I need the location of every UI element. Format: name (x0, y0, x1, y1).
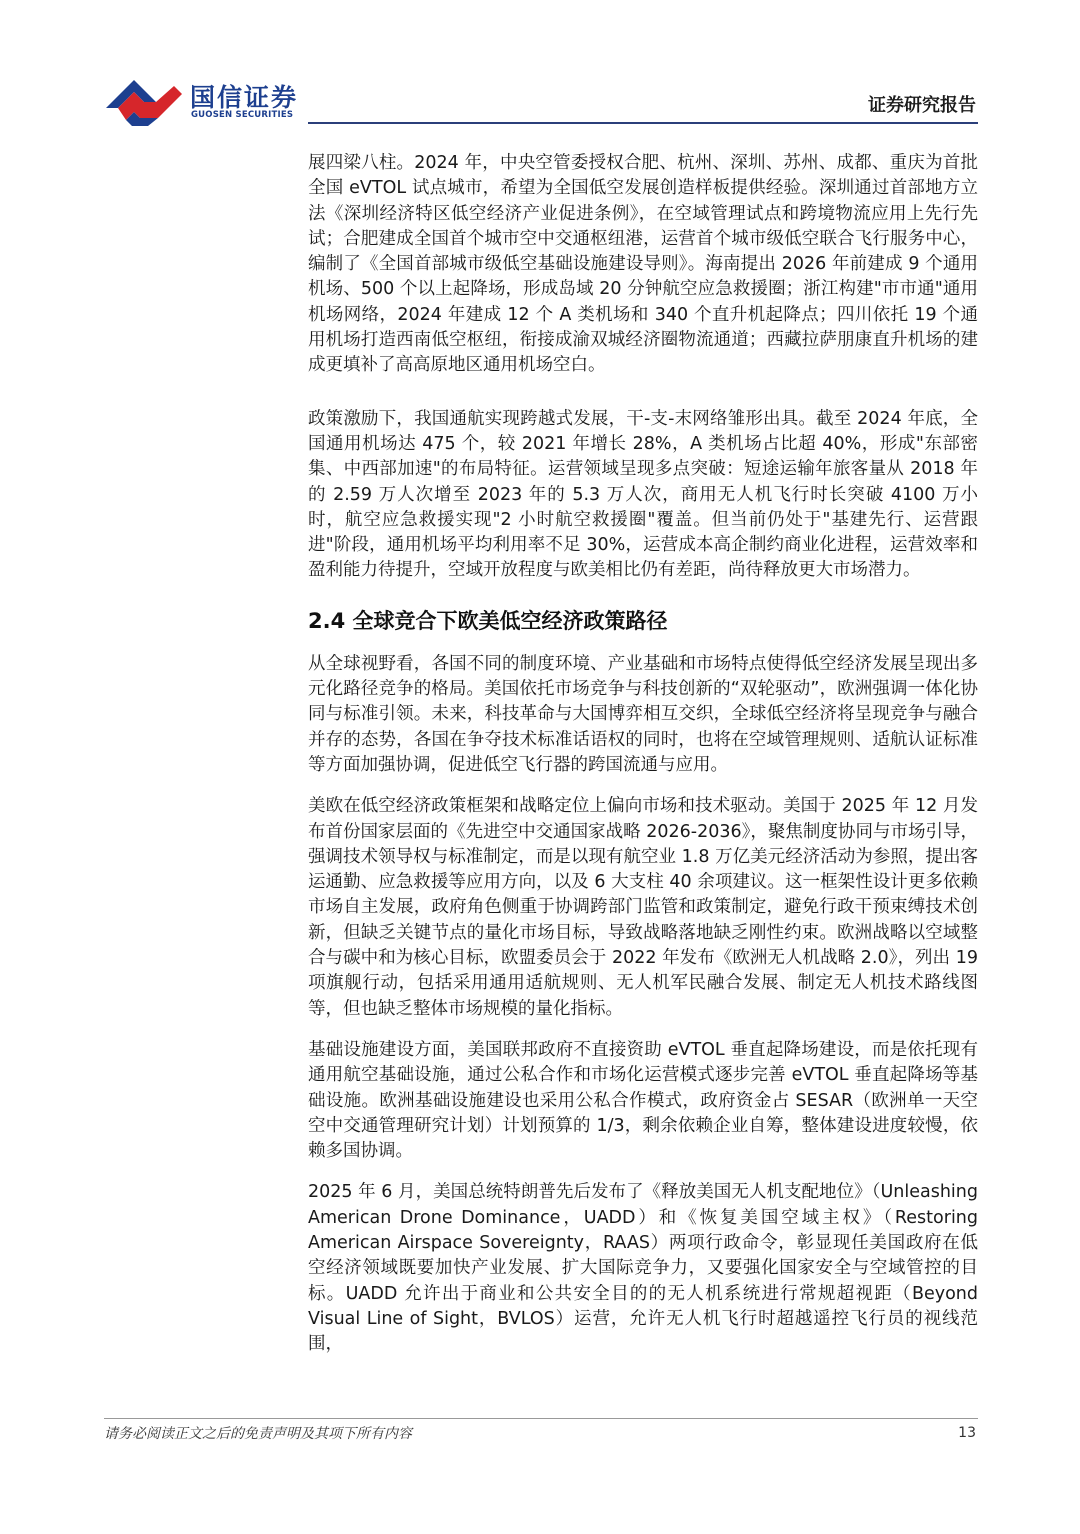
page-header (0, 0, 1080, 130)
paragraph-5: 基础设施建设方面，美国联邦政府不直接资助 eVTOL 垂直起降场建设，而是依托现有通用航空基础设施，通过公私合作和市场化运营模式逐步完善 eVTOL 垂直起降场等基础设施。欧洲基础设施建设也采用公私合作模式，政府资金占 SESAR（欧洲单一天空空中交通管理研究计划）计划预算的 1/3，剩余依赖企业自筹，整体建设进度较慢，依赖多国协调。 (308, 1039, 978, 1162)
paragraph-2: 政策激励下，我国通航实现跨越式发展，干-支-末网络雏形出具。截至 2024 年底，全国通用机场达 475 个，较 2021 年增长 28%，A 类机场占比超 40%，形成"东部密集、中西部加速"的布局特征。运营领域呈现多点突破：短途运输年旅客量从 2018 年的 2.59 万人次增至 2023 年的 5.3 万人次，商用无人机飞行时长突破 4100 万小时，航空应急救援实现"2 小时航空救援圈"覆盖。但当前仍处于"基建先行、运营跟进"阶段，通用机场平均利用率不足 30%，运营成本高企制约商业化进程，运营效率和盈利能力待提升，空域开放程度与欧美相比仍有差距，尚待释放更大市场潜力。 (308, 408, 978, 581)
disclaimer-text: 请务必阅读正文之后的免责声明及其项下所有内容 (104, 1426, 412, 1442)
header-divider (308, 122, 978, 124)
logo-chinese-name: 国信证券 (190, 83, 299, 112)
logo-english-name: GUOSEN SECURITIES (191, 110, 294, 120)
company-logo (104, 76, 299, 126)
report-type-label: 证券研究报告 (868, 95, 976, 116)
main-content (308, 151, 978, 1357)
paragraph-3: 从全球视野看，各国不同的制度环境、产业基础和市场特点使得低空经济发展呈现出多元化路径竞争的格局。美国依托市场竞争与科技创新的“双轮驱动”，欧洲强调一体化协同与标准引领。未来，科技革命与大国博弈相互交织，全球低空经济将呈现竞争与融合并存的态势，各国在争夺技术标准话语权的同时，也将在空域管理规则、适航认证标准等方面加强协调，促进低空飞行器的跨国流通与应用。 (308, 653, 978, 775)
logo-mark-icon (104, 76, 184, 126)
paragraph-4: 美欧在低空经济政策框架和战略定位上偏向市场和技术驱动。美国于 2025 年 12 月发布首份国家层面的《先进空中交通国家战略 2026-2036》，聚焦制度协同与市场引导，强调技术领导权与标准制定，而是以现有航空业 1.8 万亿美元经济活动为参照，提出客运通勤、应急救援等应用方向，以及 6 大支柱 40 余项建议。这一框架性设计更多依赖市场自主发展，政府角色侧重于协调跨部门监管和政策制定，避免行政干预束缚技术创新，但缺乏关键节点的量化市场目标，导致战略落地缺乏刚性约束。欧洲战略以空域整合与碳中和为核心目标，欧盟委员会于 2022 年发布《欧洲无人机战略 2.0》，列出 19 项旗舰行动，包括采用通用适航规则、无人机军民融合发展、制定无人机技术路线图等，但也缺乏整体市场规模的量化指标。 (308, 796, 978, 1019)
paragraph-6: 2025 年 6 月，美国总统特朗普先后发布了《释放美国无人机支配地位》（Unleashing American Drone Dominance，UADD）和《恢复美国空域主权》（Restoring American Airspace Sovereignty，RAAS）两项行政命令，彰显现任美国政府在低空经济领域既要加快产业发展、扩大国际竞争力，又要强化国家安全与空域管控的目标。UADD 允许出于商业和公共安全目的的无人机系统进行常规超视距（Beyond Visual Line of Sight，BVLOS）运营，允许无人机飞行时超越遥控飞行员的视线范围， (308, 1182, 978, 1355)
page-number: 13 (958, 1425, 976, 1441)
section-heading: 2.4 全球竞合下欧美低空经济政策路径 (308, 608, 668, 633)
footer-divider (104, 1418, 978, 1419)
paragraph-1: 展四梁八柱。2024 年，中央空管委授权合肥、杭州、深圳、苏州、成都、重庆为首批全国 eVTOL 试点城市，希望为全国低空发展创造样板提供经验。深圳通过首部地方立法《深圳经济特区低空经济产业促进条例》，在空域管理试点和跨境物流应用上先行先试；合肥建成全国首个城市空中交通枢纽港，运营首个城市级低空联合飞行服务中心，编制了《全国首部城市级低空基础设施建设导则》。海南提出 2026 年前建成 9 个通用机场、500 个以上起降场，形成岛域 20 分钟航空应急救援圈；浙江构建"市市通"通用机场网络，2024 年建成 12 个 A 类机场和 340 个直升机起降点；四川依托 19 个通用机场打造西南低空枢纽，衔接成渝双城经济圈物流通道；西藏拉萨朋康直升机场的建成更填补了高高原地区通用机场空白。 (308, 153, 978, 376)
